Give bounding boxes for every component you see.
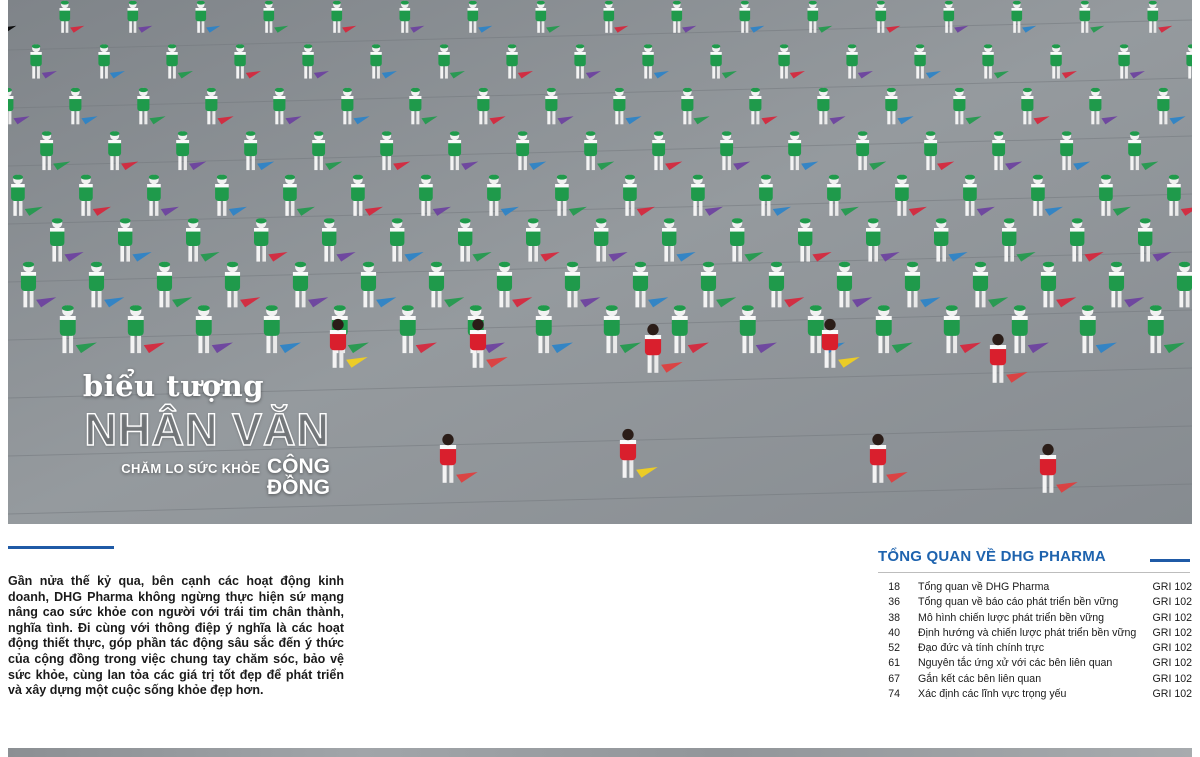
toc-item[interactable]: [878, 612, 1192, 627]
toc-item-title: Mô hình chiến lược phát triển bền vững: [918, 611, 1105, 624]
toc-item[interactable]: [878, 688, 1192, 703]
toc-item[interactable]: [878, 627, 1192, 642]
hero-subtitle-a: CHĂM LO SỨC KHỎE: [121, 461, 261, 476]
hero-subtitle-b: CỘNG ĐỒNG: [267, 455, 330, 499]
toc-list: [878, 581, 1192, 703]
toc-title: TỔNG QUAN VỀ DHG PHARMA: [878, 548, 1106, 565]
toc-item-title: Gắn kết các bên liên quan: [918, 672, 1042, 685]
toc-item-title: Đạo đức và tính chính trực: [918, 642, 1045, 655]
toc-page-number: 67: [888, 672, 900, 685]
toc-item[interactable]: [878, 581, 1192, 596]
toc-gri-code: GRI 102: [1152, 672, 1192, 685]
toc-divider: [878, 572, 1190, 573]
toc-item-title: Tổng quan về DHG Pharma: [918, 581, 1050, 593]
toc-gri-code: GRI 102: [1152, 611, 1192, 624]
toc-page-number: 40: [888, 626, 900, 639]
toc-page-number: 74: [888, 688, 900, 701]
hero-subtitle: [80, 456, 330, 498]
toc-item-title: Nguyên tắc ứng xử với các bên liên quan: [918, 657, 1113, 670]
toc-item-title: Định hướng và chiến lược phát triển bền vững: [918, 626, 1137, 639]
toc-page-number: 18: [888, 581, 900, 593]
hero-title-big: NHÂN VĂN: [84, 404, 330, 455]
toc-page-number: 38: [888, 611, 900, 624]
toc-page-number: 61: [888, 657, 900, 670]
toc-page-number: 36: [888, 596, 900, 609]
intro-paragraph: Gần nửa thế kỷ qua, bên cạnh các hoạt động kinh doanh, DHG Pharma không ngừng thực hiện sứ mạng nâng cao sức khỏe con người với trái tim chân thành, nghĩa tình. Đi cùng với thông điệp ý nghĩa là các hoạt động thiết thực, góp phần tác động sâu sắc đến ý thức của cộng đồng trong việc chung tay chăm sóc, bảo vệ sức khỏe, cùng lan tỏa các giá trị tốt đẹp để phát triển và xây dựng một cuộc sống khỏe đẹp hơn.: [8, 574, 344, 698]
toc-gri-code: GRI 102: [1152, 581, 1192, 593]
toc-item[interactable]: [878, 596, 1192, 611]
toc-gri-code: GRI 102: [1152, 596, 1192, 609]
toc-item[interactable]: [878, 673, 1192, 688]
toc-gri-code: GRI 102: [1152, 688, 1192, 701]
next-photo-strip: [8, 748, 1192, 757]
hero-title-small: biểu tượng: [82, 369, 264, 403]
toc-gri-code: GRI 102: [1152, 642, 1192, 655]
hero-title-block: [80, 369, 330, 499]
toc-item-title: Xác định các lĩnh vực trọng yếu: [918, 688, 1067, 701]
intro-rule: [8, 546, 114, 549]
toc-gri-code: GRI 102: [1152, 657, 1192, 670]
toc-page-number: 52: [888, 642, 900, 655]
toc-gri-code: GRI 102: [1152, 626, 1192, 639]
toc-item[interactable]: [878, 642, 1192, 657]
hero-photo: [8, 0, 1192, 524]
toc-item-title: Tổng quan về báo cáo phát triển bền vững: [918, 596, 1119, 609]
toc-rule: [1150, 559, 1190, 562]
toc-item[interactable]: [878, 657, 1192, 672]
